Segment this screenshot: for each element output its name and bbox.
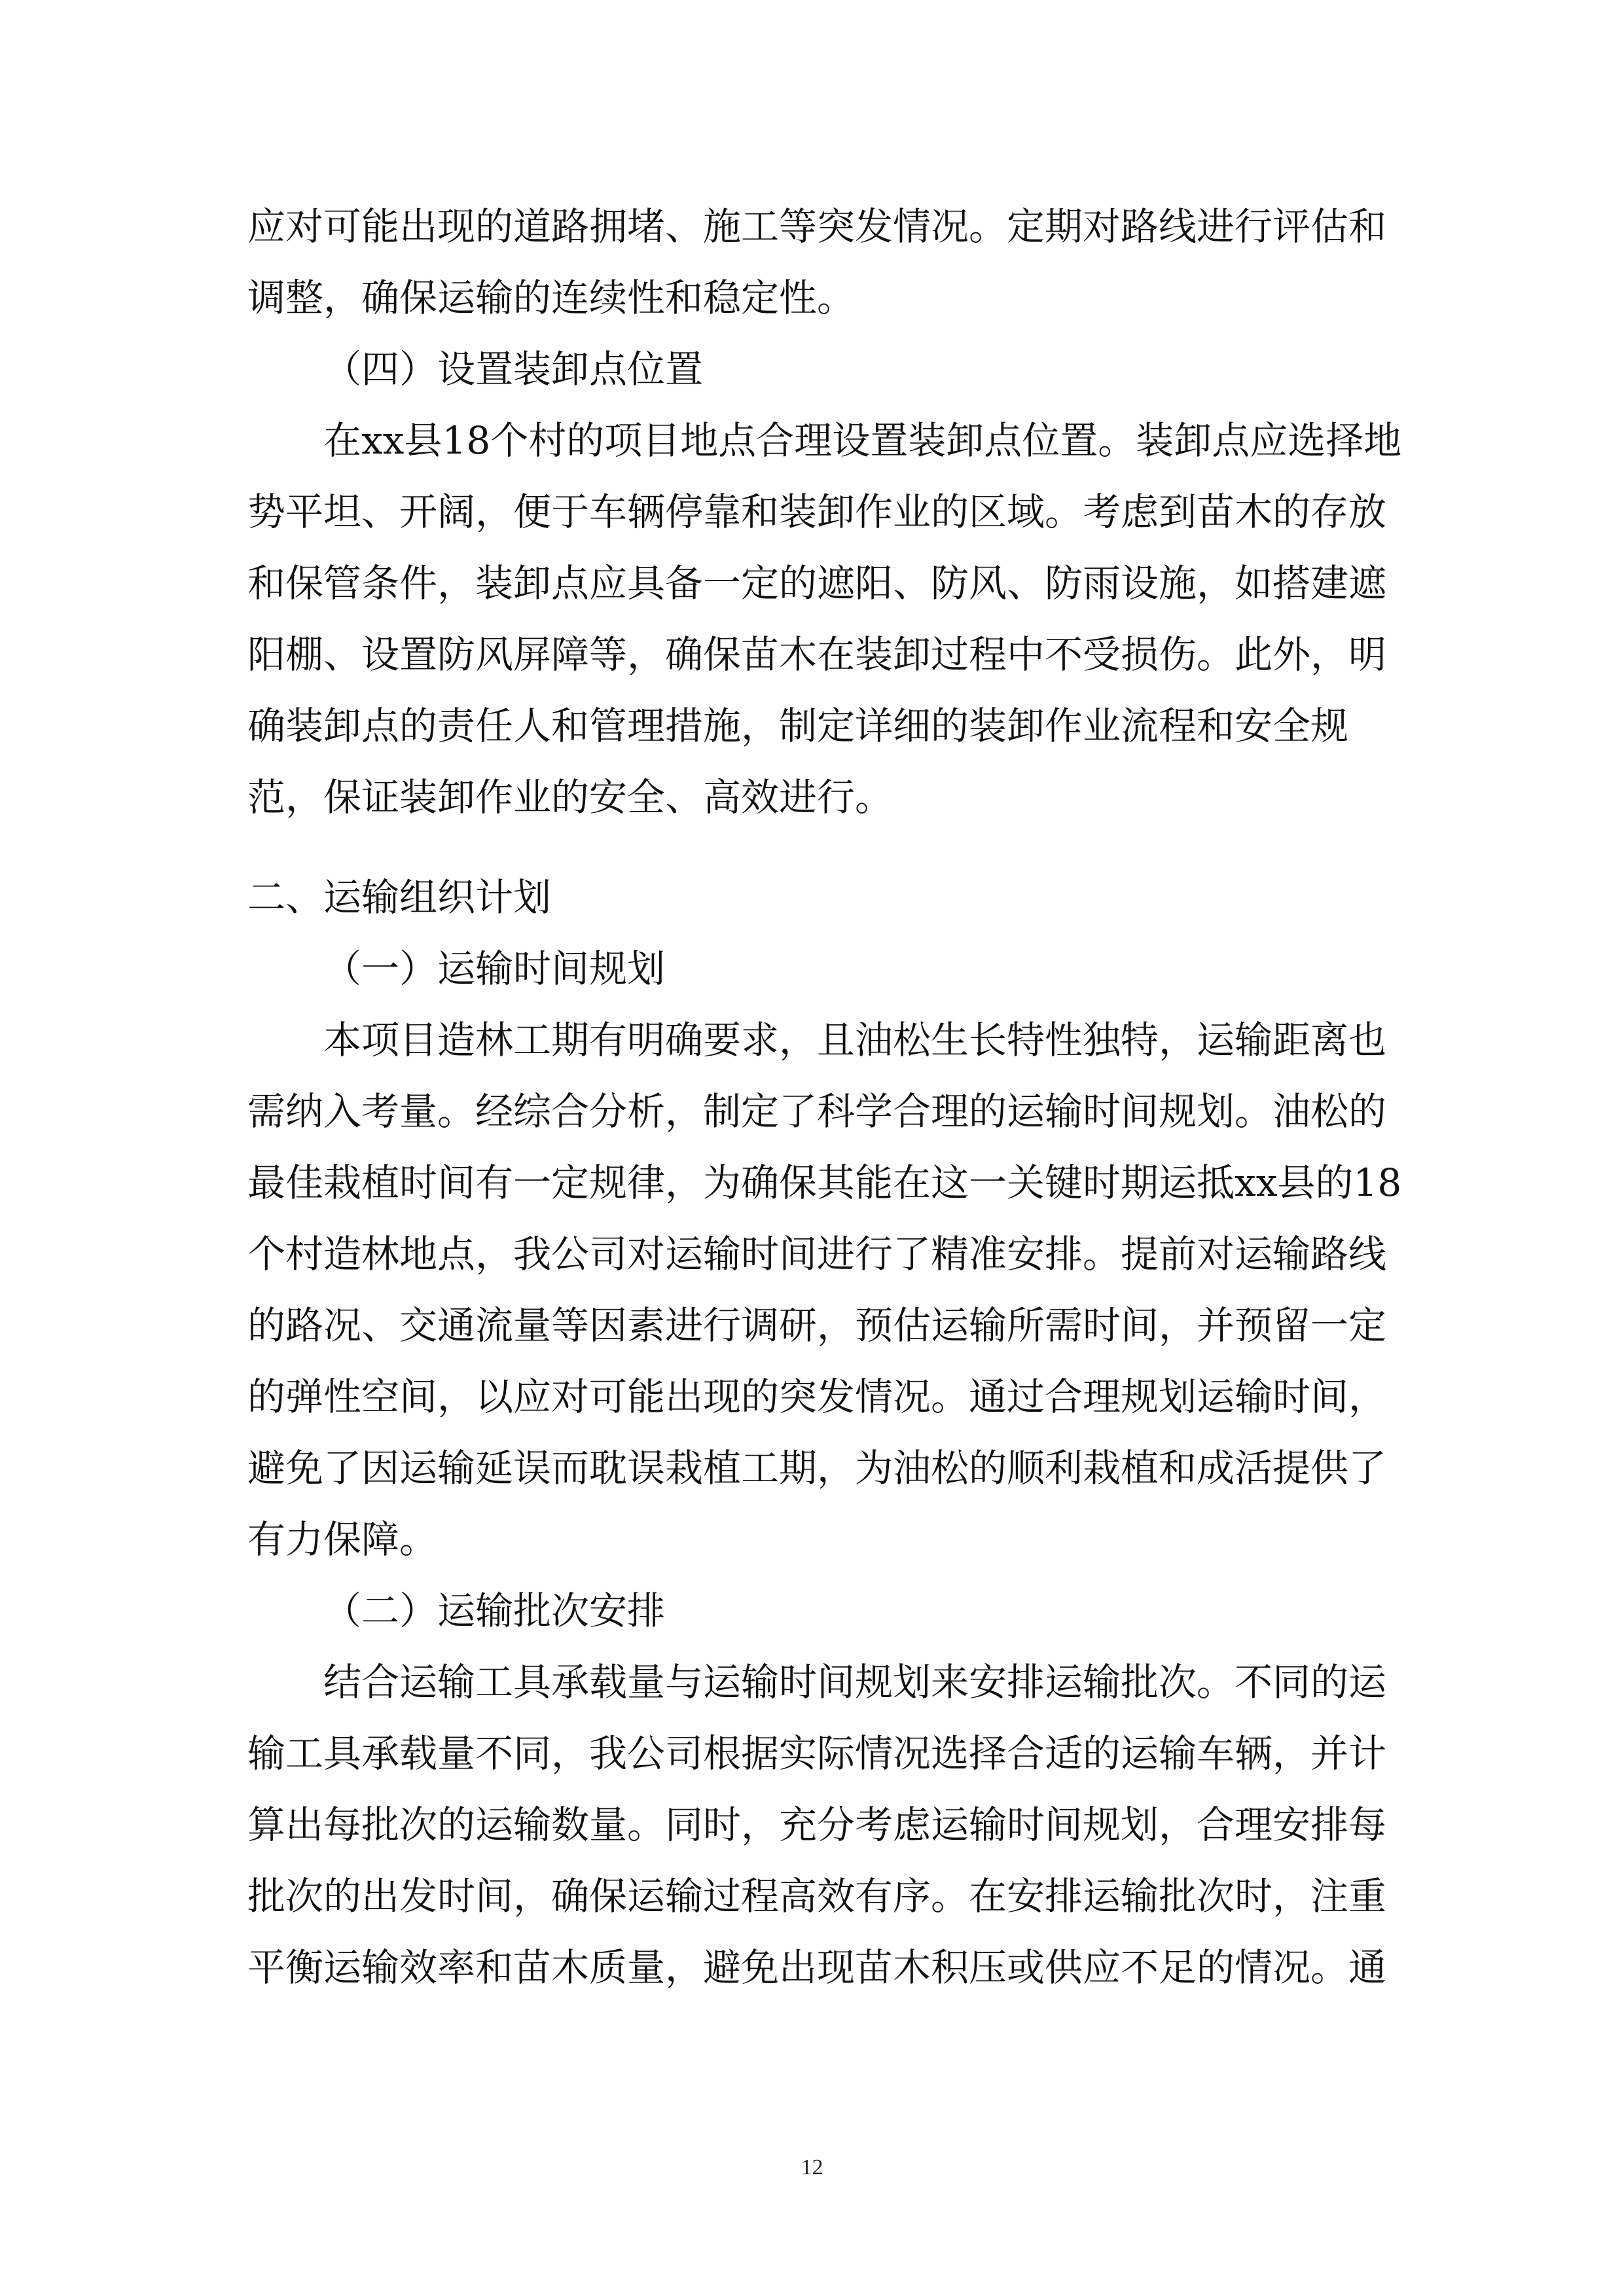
text-line: 平衡运输效率和苗木质量，避免出现苗木积压或供应不足的情况。通 xyxy=(247,1945,1387,1990)
text-line: 有力保障。 xyxy=(247,1517,438,1562)
text-line: 最佳栽植时间有一定规律，为确保其能在这一关键时期运抵xx县的18 xyxy=(247,1160,1402,1205)
text-line: 势平坦、开阔，便于车辆停靠和装卸作业的区域。考虑到苗木的存放 xyxy=(247,490,1387,534)
text-line: 确装卸点的责任人和管理措施，制定详细的装卸作业流程和安全规 xyxy=(247,704,1349,748)
paragraph-batch-arrangement xyxy=(247,1647,1388,2003)
text-line: 输工具承载量不同，我公司根据实际情况选择合适的运输车辆，并计 xyxy=(247,1731,1387,1776)
text-line: 阳棚、设置防风屏障等，确保苗木在装卸过程中不受损伤。此外，明 xyxy=(247,632,1387,677)
text-line: 避免了因运输延误而耽误栽植工期，为油松的顺利栽植和成活提供了 xyxy=(247,1446,1387,1490)
text-line: 批次的出发时间，确保运输过程高效有序。在安排运输批次时，注重 xyxy=(247,1874,1387,1918)
text-line: 应对可能出现的道路拥堵、施工等突发情况。定期对路线进行评估和 xyxy=(247,204,1387,249)
subheading-loading-points: （四）设置装卸点位置 xyxy=(323,347,704,391)
text-line: 和保管条件，装卸点应具备一定的遮阳、防风、防雨设施，如搭建遮 xyxy=(247,561,1387,605)
subheading-time-planning: （一）运输时间规划 xyxy=(323,946,666,991)
text-line: 范，保证装卸作业的安全、高效进行。 xyxy=(247,775,893,819)
text-line: 调整，确保运输的连续性和稳定性。 xyxy=(247,276,856,320)
paragraph-continued xyxy=(247,191,1388,334)
page-number: 12 xyxy=(801,2155,823,2179)
subheading-batch-arrangement: （二）运输批次安排 xyxy=(323,1588,666,1633)
section-heading-transport-plan: 二、运输组织计划 xyxy=(247,875,552,920)
text-line: 需纳入考量。经综合分析，制定了科学合理的运输时间规划。油松的 xyxy=(247,1089,1387,1134)
paragraph-loading-points xyxy=(247,405,1402,833)
text-line: 本项目造林工期有明确要求，且油松生长特性独特，运输距离也 xyxy=(323,1018,1387,1062)
text-line: 的弹性空间，以应对可能出现的突发情况。通过合理规划运输时间， xyxy=(247,1374,1387,1419)
text-line: 个村造林地点，我公司对运输时间进行了精准安排。提前对运输路线 xyxy=(247,1232,1387,1276)
paragraph-time-planning xyxy=(247,1005,1402,1575)
page-content xyxy=(247,191,1402,2003)
text-line: 在xx县18个村的项目地点合理设置装卸点位置。装卸点应选择地 xyxy=(323,418,1402,463)
text-line: 算出每批次的运输数量。同时，充分考虑运输时间规划，合理安排每 xyxy=(247,1803,1387,1847)
text-line: 的路况、交通流量等因素进行调研，预估运输所需时间，并预留一定 xyxy=(247,1303,1387,1348)
text-line: 结合运输工具承载量与运输时间规划来安排运输批次。不同的运 xyxy=(323,1660,1387,1704)
